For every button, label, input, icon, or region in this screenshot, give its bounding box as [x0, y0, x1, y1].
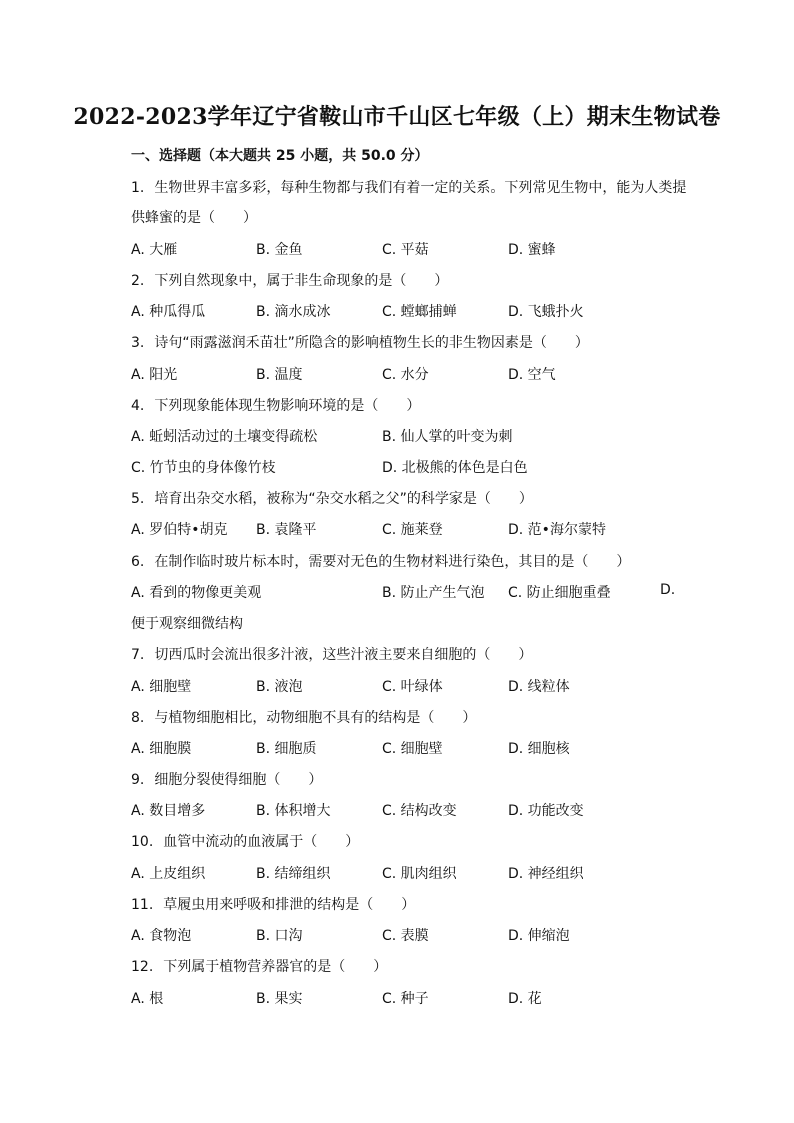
question-stem: 下列属于植物营养器官的是（ ）	[163, 959, 388, 975]
question-number: 6.	[131, 554, 145, 570]
option-a[interactable]: A. 大雁	[131, 242, 178, 258]
question-3	[131, 332, 589, 352]
question-number: 11.	[131, 897, 154, 913]
question-number: 3.	[131, 335, 145, 351]
option-c[interactable]: C. 肌肉组织	[382, 866, 457, 882]
question-stem: 细胞分裂使得细胞（ ）	[154, 772, 323, 788]
question-12	[131, 956, 387, 976]
question-stem: 与植物细胞相比，动物细胞不具有的结构是（ ）	[154, 710, 477, 726]
option-a[interactable]: A. 罗伯特•胡克	[131, 522, 228, 538]
option-b[interactable]: B. 结缔组织	[256, 866, 331, 882]
question-number: 7.	[131, 647, 145, 663]
option-d[interactable]: D. 功能改变	[508, 803, 584, 819]
option-b[interactable]: B. 口沟	[256, 928, 303, 944]
option-c[interactable]: C. 叶绿体	[382, 679, 443, 695]
option-a[interactable]: A. 数目增多	[131, 803, 206, 819]
option-c[interactable]: C. 表膜	[382, 928, 429, 944]
option-c[interactable]: C. 施莱登	[382, 522, 443, 538]
option-a[interactable]: A. 细胞壁	[131, 679, 192, 695]
option-d[interactable]: D. 花	[508, 991, 542, 1007]
option-b[interactable]: B. 金鱼	[256, 242, 303, 258]
option-d[interactable]: D. 空气	[508, 367, 556, 383]
option-b[interactable]: B. 果实	[256, 991, 303, 1007]
option-d[interactable]: D. 细胞核	[508, 741, 570, 757]
question-number: 9.	[131, 772, 145, 788]
option-b[interactable]: B. 液泡	[256, 679, 303, 695]
question-stem: 生物世界丰富多彩，每种生物都与我们有着一定的关系。下列常见生物中，能为人类提	[154, 180, 687, 196]
option-d[interactable]: D. 神经组织	[508, 866, 584, 882]
question-number: 4.	[131, 398, 145, 414]
option-c[interactable]: C. 细胞壁	[382, 741, 443, 757]
option-c[interactable]: C. 结构改变	[382, 803, 457, 819]
question-1	[131, 177, 686, 197]
option-c[interactable]: C. 平菇	[382, 242, 429, 258]
option-b[interactable]: B. 滴水成冰	[256, 304, 331, 320]
question-11	[131, 894, 415, 914]
question-stem: 下列自然现象中，属于非生命现象的是（ ）	[154, 273, 449, 289]
question-6	[131, 551, 630, 571]
question-stem: 培育出杂交水稻，被称为“杂交水稻之父”的科学家是（ ）	[154, 491, 533, 507]
option-b[interactable]: B. 防止产生气泡	[382, 585, 485, 601]
question-stem: 血管中流动的血液属于（ ）	[163, 834, 360, 850]
option-d[interactable]: D.	[660, 582, 676, 598]
question-stem: 下列现象能体现生物影响环境的是（ ）	[154, 398, 421, 414]
question-number: 12.	[131, 959, 154, 975]
question-2	[131, 270, 448, 290]
option-c[interactable]: C. 种子	[382, 991, 429, 1007]
option-a[interactable]: A. 看到的物像更美观	[131, 585, 262, 601]
option-a[interactable]: A. 细胞膜	[131, 741, 192, 757]
option-b[interactable]: B. 温度	[256, 367, 303, 383]
question-1-stem-cont: 供蜂蜜的是（ ）	[131, 210, 257, 226]
option-a[interactable]: A. 食物泡	[131, 928, 192, 944]
question-number: 10.	[131, 834, 154, 850]
question-5	[131, 488, 533, 508]
question-7	[131, 644, 532, 664]
option-a[interactable]: A. 阳光	[131, 367, 178, 383]
section-heading: 一、选择题（本大题共 25 小题，共 50.0 分）	[131, 148, 429, 164]
option-b[interactable]: B. 袁隆平	[256, 522, 317, 538]
question-stem: 诗句“雨露滋润禾苗壮”所隐含的影响植物生长的非生物因素是（ ）	[154, 335, 589, 351]
option-d[interactable]: D. 北极熊的体色是白色	[382, 460, 528, 476]
question-stem: 草履虫用来呼吸和排泄的结构是（ ）	[163, 897, 416, 913]
question-9	[131, 769, 322, 789]
page-title: 2022-2023学年辽宁省鞍山市千山区七年级（上）期末生物试卷	[73, 104, 721, 130]
option-d[interactable]: D. 飞蛾扑火	[508, 304, 584, 320]
option-c[interactable]: C. 竹节虫的身体像竹枝	[131, 460, 276, 476]
option-c[interactable]: C. 螳螂捕蝉	[382, 304, 457, 320]
question-4	[131, 395, 420, 415]
question-stem: 切西瓜时会流出很多汁液，这些汁液主要来自细胞的（ ）	[154, 647, 533, 663]
question-number: 5.	[131, 491, 145, 507]
option-a[interactable]: A. 上皮组织	[131, 866, 206, 882]
question-8	[131, 707, 476, 727]
question-number: 2.	[131, 273, 145, 289]
option-d[interactable]: D. 线粒体	[508, 679, 570, 695]
option-a[interactable]: A. 根	[131, 991, 164, 1007]
option-d[interactable]: D. 伸缩泡	[508, 928, 570, 944]
option-b[interactable]: B. 体积增大	[256, 803, 331, 819]
question-number: 8.	[131, 710, 145, 726]
option-d-text[interactable]: 便于观察细微结构	[131, 616, 243, 632]
option-d[interactable]: D. 范•海尔蒙特	[508, 522, 606, 538]
option-b[interactable]: B. 细胞质	[256, 741, 317, 757]
question-number: 1.	[131, 180, 145, 196]
option-b[interactable]: B. 仙人掌的叶变为刺	[382, 429, 513, 445]
option-d[interactable]: D. 蜜蜂	[508, 242, 556, 258]
question-stem: 在制作临时玻片标本时，需要对无色的生物材料进行染色，其目的是（ ）	[154, 554, 631, 570]
option-c[interactable]: C. 水分	[382, 367, 429, 383]
option-a[interactable]: A. 蚯蚓活动过的土壤变得疏松	[131, 429, 318, 445]
question-10	[131, 831, 359, 851]
option-a[interactable]: A. 种瓜得瓜	[131, 304, 206, 320]
option-c[interactable]: C. 防止细胞重叠	[508, 585, 611, 601]
